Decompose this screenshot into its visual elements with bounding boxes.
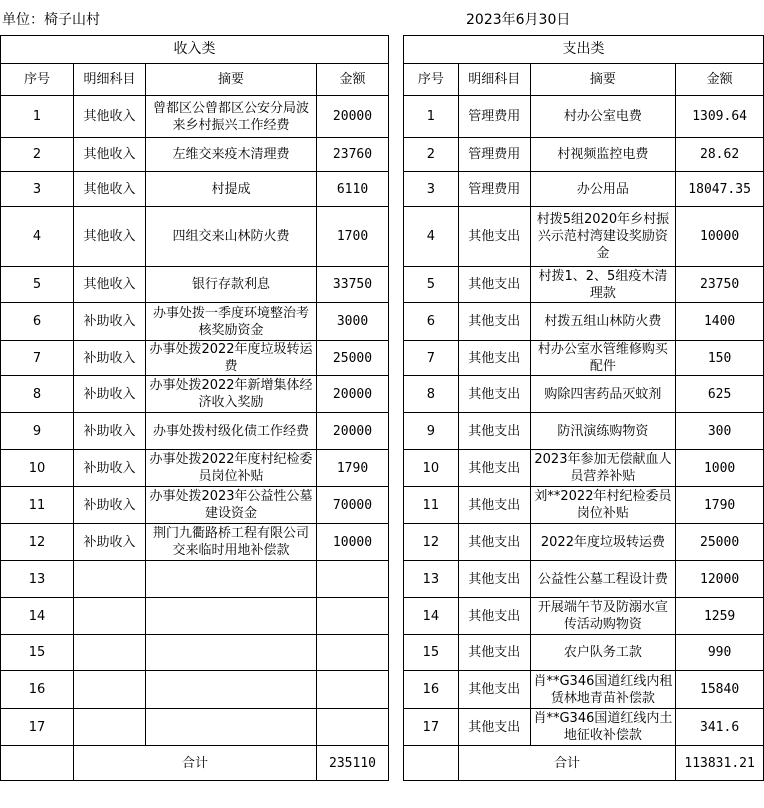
expense-cell-amount: 28.62 (676, 138, 764, 172)
income-cell-summary: 办事处拨一季度环境整治考核奖励资金 (146, 303, 317, 341)
income-cell-index: 10 (1, 450, 74, 487)
income-cell-summary: 四组交来山林防火费 (146, 207, 317, 267)
income-table-row (1, 524, 389, 561)
expense-table-row (404, 524, 764, 561)
unit-label: 单位：椅子山村 (2, 12, 100, 28)
income-cell-index: 8 (1, 376, 74, 413)
income-cell-index: 6 (1, 303, 74, 341)
income-cell-subject: 补助收入 (74, 341, 146, 376)
income-table-row (1, 598, 389, 635)
expense-table-row (404, 709, 764, 746)
income-table-row (1, 635, 389, 671)
expense-cell-index: 5 (404, 267, 459, 303)
income-cell-index: 12 (1, 524, 74, 561)
expense-table-row (404, 138, 764, 172)
income-section-title: 收入类 (1, 36, 389, 64)
income-table-row (1, 413, 389, 450)
expense-cell-amount: 150 (676, 341, 764, 376)
income-cell-summary: 办事处拨2022年度村纪检委员岗位补贴 (146, 450, 317, 487)
income-col-summary: 摘要 (146, 64, 317, 96)
income-cell-index: 16 (1, 671, 74, 709)
expense-cell-amount: 341.6 (676, 709, 764, 746)
expense-cell-amount: 300 (676, 413, 764, 450)
expense-table-row (404, 172, 764, 207)
income-cell-subject (74, 709, 146, 746)
income-cell-index: 2 (1, 138, 74, 172)
income-table-row (1, 561, 389, 598)
income-cell-subject: 补助收入 (74, 524, 146, 561)
expense-cell-subject: 其他支出 (458, 376, 530, 413)
income-cell-summary: 荆门九衢路桥工程有限公司交来临时用地补偿款 (146, 524, 317, 561)
expense-table (403, 35, 764, 781)
expense-table-row (404, 635, 764, 671)
expense-cell-subject: 其他支出 (458, 671, 530, 709)
expense-cell-amount: 15840 (676, 671, 764, 709)
expense-cell-summary: 刘**2022年村纪检委员岗位补贴 (530, 487, 676, 524)
income-cell-amount: 3000 (317, 303, 389, 341)
expense-cell-summary: 村办公室水管维修购买配件 (530, 341, 676, 376)
income-cell-index: 5 (1, 267, 74, 303)
income-cell-summary (146, 561, 317, 598)
expense-cell-index: 6 (404, 303, 459, 341)
income-total-row (1, 746, 389, 781)
income-total-spacer (1, 746, 74, 781)
expense-table-row (404, 561, 764, 598)
expense-cell-index: 3 (404, 172, 459, 207)
expense-table-row (404, 267, 764, 303)
expense-col-summary: 摘要 (530, 64, 676, 96)
expense-table-row (404, 207, 764, 267)
expense-cell-subject: 其他支出 (458, 207, 530, 267)
income-cell-amount: 20000 (317, 376, 389, 413)
income-table-row (1, 267, 389, 303)
expense-cell-subject: 管理费用 (458, 172, 530, 207)
report-date: 2023年6月30日 (466, 12, 571, 28)
expense-cell-summary: 开展端午节及防溺水宣传活动购物资 (530, 598, 676, 635)
income-cell-summary: 办事处拨2023年公益性公墓建设资金 (146, 487, 317, 524)
income-cell-subject (74, 671, 146, 709)
income-cell-summary: 银行存款利息 (146, 267, 317, 303)
expense-col-subject: 明细科目 (458, 64, 530, 96)
expense-table-row (404, 376, 764, 413)
expense-cell-subject: 其他支出 (458, 524, 530, 561)
income-cell-index: 15 (1, 635, 74, 671)
expense-cell-subject: 管理费用 (458, 138, 530, 172)
expense-cell-index: 13 (404, 561, 459, 598)
income-cell-amount: 20000 (317, 413, 389, 450)
expense-total-amount: 113831.21 (676, 746, 764, 781)
expense-col-amount: 金额 (676, 64, 764, 96)
expense-cell-index: 1 (404, 96, 459, 138)
income-cell-amount: 6110 (317, 172, 389, 207)
expense-cell-amount: 10000 (676, 207, 764, 267)
expense-cell-summary: 2022年度垃圾转运费 (530, 524, 676, 561)
expense-cell-summary: 村拨1、2、5组疫木清理款 (530, 267, 676, 303)
expense-cell-summary: 公益性公墓工程设计费 (530, 561, 676, 598)
expense-cell-summary: 村办公室电费 (530, 96, 676, 138)
expense-table-row (404, 598, 764, 635)
expense-table-row (404, 450, 764, 487)
expense-cell-index: 7 (404, 341, 459, 376)
expense-cell-amount: 1790 (676, 487, 764, 524)
expense-cell-subject: 其他支出 (458, 303, 530, 341)
income-table-row (1, 207, 389, 267)
expense-cell-index: 17 (404, 709, 459, 746)
income-cell-amount: 1790 (317, 450, 389, 487)
income-cell-amount: 33750 (317, 267, 389, 303)
income-cell-index: 1 (1, 96, 74, 138)
expense-cell-index: 2 (404, 138, 459, 172)
income-cell-amount (317, 709, 389, 746)
income-cell-index: 13 (1, 561, 74, 598)
expense-table-row (404, 671, 764, 709)
income-cell-amount: 25000 (317, 341, 389, 376)
expense-cell-index: 14 (404, 598, 459, 635)
income-cell-index: 9 (1, 413, 74, 450)
expense-cell-index: 16 (404, 671, 459, 709)
income-cell-amount: 10000 (317, 524, 389, 561)
income-cell-subject: 其他收入 (74, 207, 146, 267)
income-table-row (1, 709, 389, 746)
expense-total-spacer (404, 746, 459, 781)
income-table (0, 35, 389, 781)
expense-cell-summary: 村拨五组山林防火费 (530, 303, 676, 341)
expense-cell-amount: 1309.64 (676, 96, 764, 138)
income-cell-index: 7 (1, 341, 74, 376)
expense-cell-summary: 肖**G346国道红线内土地征收补偿款 (530, 709, 676, 746)
income-col-amount: 金额 (317, 64, 389, 96)
expense-table-row (404, 487, 764, 524)
income-cell-subject: 其他收入 (74, 172, 146, 207)
expense-cell-index: 8 (404, 376, 459, 413)
expense-cell-amount: 625 (676, 376, 764, 413)
expense-cell-summary: 农户队务工款 (530, 635, 676, 671)
expense-cell-subject: 其他支出 (458, 561, 530, 598)
expense-cell-amount: 1000 (676, 450, 764, 487)
income-cell-subject: 补助收入 (74, 413, 146, 450)
expense-total-label: 合计 (458, 746, 675, 781)
income-cell-summary: 左维交来疫木清理费 (146, 138, 317, 172)
income-cell-summary: 办事处拨村级化债工作经费 (146, 413, 317, 450)
income-cell-amount: 23760 (317, 138, 389, 172)
expense-col-index: 序号 (404, 64, 459, 96)
income-cell-index: 17 (1, 709, 74, 746)
income-cell-index: 11 (1, 487, 74, 524)
expense-cell-summary: 肖**G346国道红线内租赁林地青苗补偿款 (530, 671, 676, 709)
expense-cell-subject: 其他支出 (458, 635, 530, 671)
report-header (0, 0, 764, 36)
expense-cell-index: 11 (404, 487, 459, 524)
expense-cell-summary: 村视频监控电费 (530, 138, 676, 172)
expense-cell-amount: 23750 (676, 267, 764, 303)
income-cell-amount (317, 598, 389, 635)
expense-cell-index: 10 (404, 450, 459, 487)
expense-cell-amount: 12000 (676, 561, 764, 598)
income-table-row (1, 341, 389, 376)
income-cell-subject: 补助收入 (74, 303, 146, 341)
income-table-row (1, 671, 389, 709)
income-table-row (1, 172, 389, 207)
expense-cell-subject: 管理费用 (458, 96, 530, 138)
expense-cell-summary: 防汛演练购物资 (530, 413, 676, 450)
income-cell-index: 4 (1, 207, 74, 267)
expense-cell-index: 15 (404, 635, 459, 671)
income-cell-subject (74, 635, 146, 671)
income-cell-subject: 补助收入 (74, 487, 146, 524)
expense-cell-index: 9 (404, 413, 459, 450)
income-cell-subject: 补助收入 (74, 450, 146, 487)
income-cell-subject: 其他收入 (74, 96, 146, 138)
income-cell-index: 14 (1, 598, 74, 635)
income-cell-summary: 村提成 (146, 172, 317, 207)
income-col-subject: 明细科目 (74, 64, 146, 96)
expense-total-row (404, 746, 764, 781)
expense-cell-amount: 990 (676, 635, 764, 671)
income-cell-summary (146, 671, 317, 709)
expense-cell-summary: 办公用品 (530, 172, 676, 207)
expense-table-row (404, 96, 764, 138)
expense-cell-summary: 购除四害药品灭蚊剂 (530, 376, 676, 413)
income-cell-summary: 曾都区公曾都区公安分局波来乡村振兴工作经费 (146, 96, 317, 138)
expense-table-row (404, 413, 764, 450)
income-cell-summary (146, 635, 317, 671)
income-col-index: 序号 (1, 64, 74, 96)
expense-cell-summary: 村拨5组2020年乡村振兴示范村湾建设奖励资金 (530, 207, 676, 267)
expense-cell-subject: 其他支出 (458, 598, 530, 635)
income-cell-index: 3 (1, 172, 74, 207)
income-cell-amount: 1700 (317, 207, 389, 267)
income-table-row (1, 96, 389, 138)
income-cell-amount (317, 671, 389, 709)
income-cell-subject: 补助收入 (74, 376, 146, 413)
expense-cell-summary: 2023年参加无偿献血人员营养补贴 (530, 450, 676, 487)
income-cell-amount (317, 635, 389, 671)
expense-table-row (404, 341, 764, 376)
expense-cell-amount: 1259 (676, 598, 764, 635)
income-table-row (1, 376, 389, 413)
income-cell-amount: 20000 (317, 96, 389, 138)
expense-cell-amount: 18047.35 (676, 172, 764, 207)
expense-section-title: 支出类 (404, 36, 764, 64)
expense-cell-subject: 其他支出 (458, 267, 530, 303)
income-total-amount: 235110 (317, 746, 389, 781)
income-cell-subject: 其他收入 (74, 138, 146, 172)
income-table-row (1, 303, 389, 341)
income-cell-amount: 70000 (317, 487, 389, 524)
expense-cell-subject: 其他支出 (458, 450, 530, 487)
expense-cell-subject: 其他支出 (458, 413, 530, 450)
expense-cell-index: 4 (404, 207, 459, 267)
income-cell-summary (146, 598, 317, 635)
expense-cell-amount: 25000 (676, 524, 764, 561)
expense-cell-subject: 其他支出 (458, 487, 530, 524)
income-cell-subject: 其他收入 (74, 267, 146, 303)
income-cell-amount (317, 561, 389, 598)
income-cell-subject (74, 598, 146, 635)
expense-table-row (404, 303, 764, 341)
income-cell-subject (74, 561, 146, 598)
income-cell-summary: 办事处拨2022年度垃圾转运费 (146, 341, 317, 376)
income-table-row (1, 487, 389, 524)
expense-cell-subject: 其他支出 (458, 709, 530, 746)
expense-cell-amount: 1400 (676, 303, 764, 341)
income-table-row (1, 138, 389, 172)
income-cell-summary (146, 709, 317, 746)
income-table-row (1, 450, 389, 487)
income-cell-summary: 办事处拨2022年新增集体经济收入奖励 (146, 376, 317, 413)
expense-cell-index: 12 (404, 524, 459, 561)
expense-cell-subject: 其他支出 (458, 341, 530, 376)
income-total-label: 合计 (74, 746, 317, 781)
